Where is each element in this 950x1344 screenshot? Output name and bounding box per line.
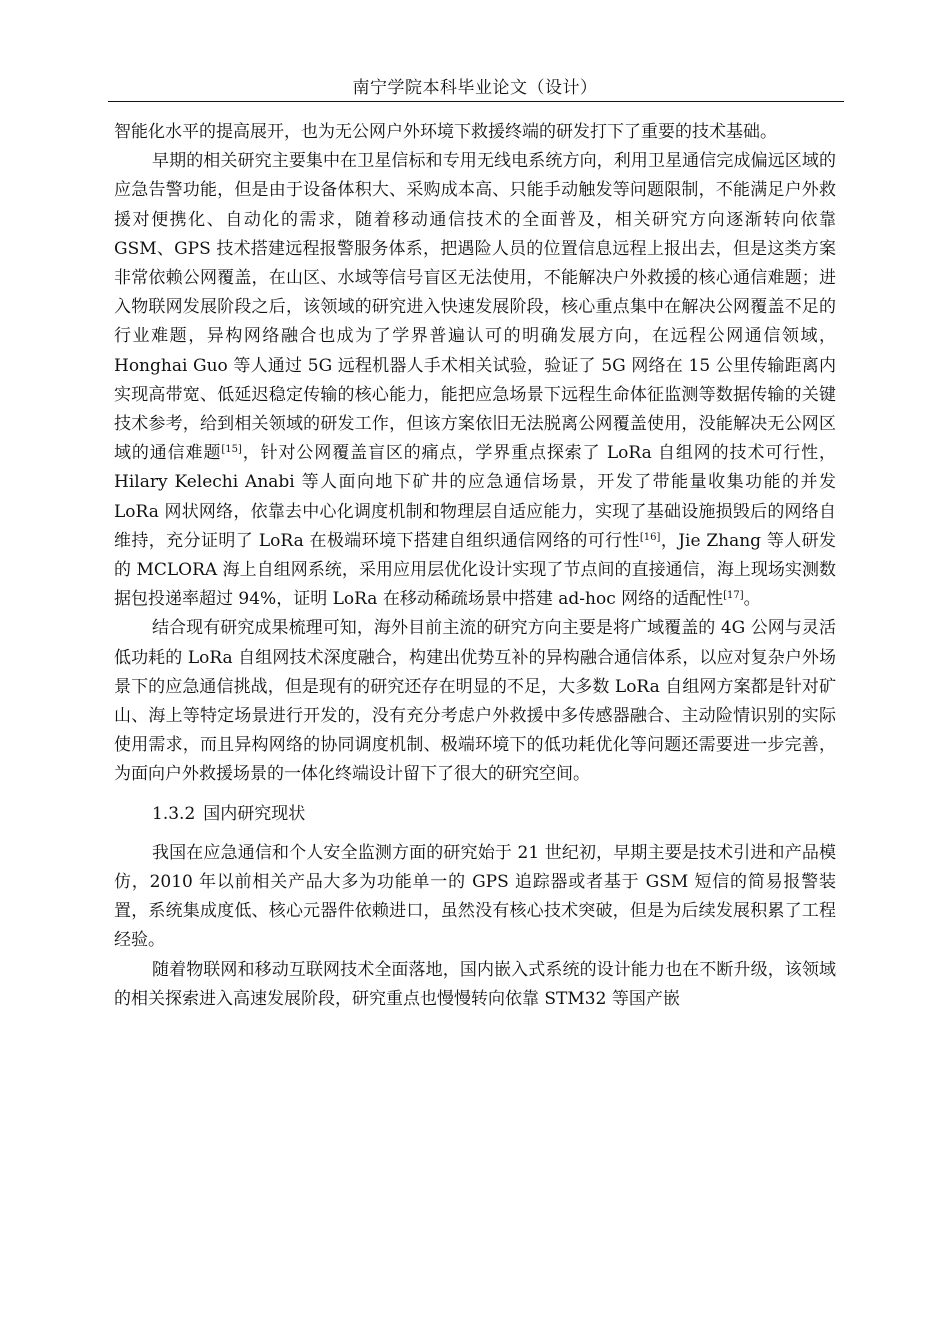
paragraph-text: 早期的相关研究主要集中在卫星信标和专用无线电系统方向，利用卫星通信完成偏远区域的应急告警功能，但是由于设备体积大、采购成本高、只能手动触发等问题限制，不能满足户外救援对便携化、自动化的需求，随着移动通信技术的全面普及，相关研究方向逐渐转向依靠 GSM、GPS 技术搭建远程报警服务体系，把遇险人员的位置信息远程上报出去，但是这类方案非常依赖公网覆盖，在山区、水域等信号盲区无法使用，不能解决户外救援的核心通信难题；进入物联网发展阶段之后，该领域的研究进入快速发展阶段，核心重点集中在解决公网覆盖不足的行业难题，异构网络融合也成为了学界普遍认可的明确发展方向，在远程公网通信领域，Honghai Guo 等人通过 5G 远程机器人手术相关试验，验证了 5G 网络在 15 公里传输距离内实现高带宽、低延迟稳定传输的核心能力，能把应急场景下远程生命体征监测等数据传输的关键技术参考，给到相关领域的研发工作，但该方案依旧无法脱离公网覆盖使用，没能解决无公网区域的通信难题 xyxy=(114,151,836,464)
section-heading xyxy=(114,800,836,829)
section-title: 国内研究现状 xyxy=(203,803,306,824)
paragraph-domestic-development: 随着物联网和移动互联网技术全面落地，国内嵌入式系统的设计能力也在不断升级，该领域的相关探索进入高速发展阶段，研究重点也慢慢转向依靠 STM32 等国产嵌 xyxy=(114,959,836,1009)
paragraph-domestic-early: 我国在应急通信和个人安全监测方面的研究始于 21 世纪初，早期主要是技术引进和产品模仿，2010 年以前相关产品大多为功能单一的 GPS 追踪器或者基于 GSM 短信的简易报警装置，系统集成度低、核心元器件依赖进口，虽然没有核心技术突破，但是为后续发展积累了工程经验。 xyxy=(114,842,836,951)
header-rule xyxy=(108,101,844,102)
paragraph-overseas-summary: 结合现有研究成果梳理可知，海外目前主流的研究方向主要是将广域覆盖的 4G 公网与灵活低功耗的 LoRa 自组网技术深度融合，构建出优势互补的异构融合通信体系，以应对复杂户外场景下的应急通信挑战，但是现有的研究还存在明显的不足，大多数 LoRa 自组网方案都是针对矿山、海上等特定场景进行开发的，没有充分考虑户外救援中多传感器融合、主动险情识别的实际使用需求，而且异构网络的协同调度机制、极端环境下的低功耗优化等问题还需要进一步完善，为面向户外救援场景的一体化终端设计留下了很大的研究空间。 xyxy=(114,618,836,785)
paragraph-text: 。 xyxy=(743,589,761,610)
citation-ref: [17] xyxy=(723,590,744,602)
paragraph-overseas-history xyxy=(114,147,836,614)
paragraph-text: ，Jie Zhang 等人研发的 MCLORA 海上自组网系统，采用应用层优化设计实现了节点间的直接通信，海上现场实测数据包投递率超过 94%，证明 LoRa 在移动稀疏场景中搭建 ad-hoc 网络的适配性 xyxy=(114,530,836,610)
page-header-title: 南宁学院本科毕业论文（设计） xyxy=(352,78,598,98)
section-number: 1.3.2 xyxy=(152,803,196,824)
paragraph-text: ，针对公网覆盖盲区的痛点，学界重点探索了 LoRa 自组网的技术可行性，Hilary Kelechi Anabi 等人面向地下矿井的应急通信场景，开发了带能量收集功能的并发 LoRa 网状网络，依靠去中心化调度机制和物理层自适应能力，实现了基础设施损毁后的网络自维持，充分证明了 LoRa 在极端环境下搭建自组织通信网络的可行性 xyxy=(114,443,837,551)
citation-ref: [15] xyxy=(221,444,242,456)
body-content xyxy=(114,118,836,1014)
paragraph-continuation: 智能化水平的提高展开，也为无公网户外环境下救援终端的研发打下了重要的技术基础。 xyxy=(114,122,777,142)
citation-ref: [16] xyxy=(639,531,661,543)
